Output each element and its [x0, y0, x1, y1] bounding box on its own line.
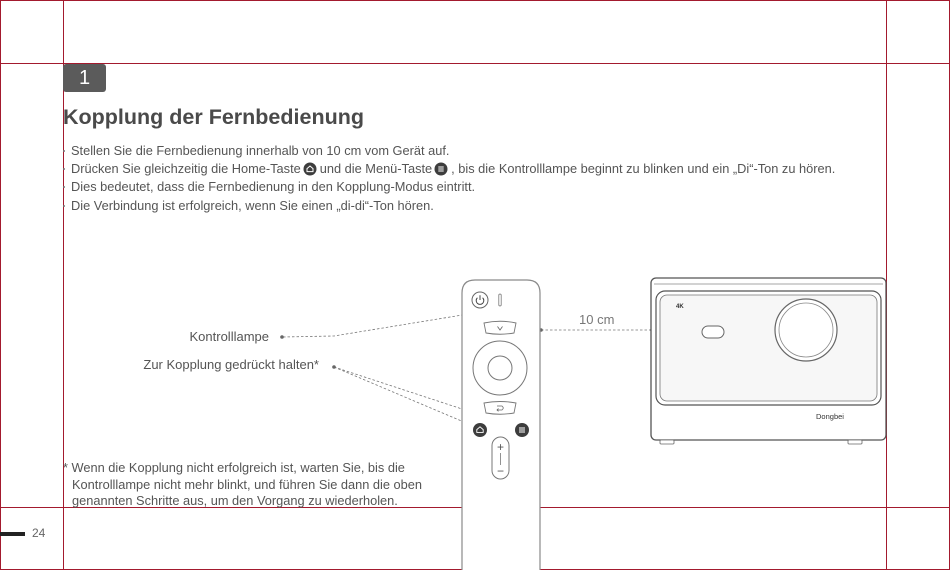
step-number-badge: 1 — [63, 64, 106, 92]
distance-label: 10 cm — [579, 312, 615, 327]
projector — [651, 278, 886, 444]
projector-ir-sensor — [702, 326, 724, 338]
projector-front-panel — [660, 295, 877, 401]
instruction-text: , bis die Kontrolllampe beginnt zu blinken und ein „Di“-Ton zu hören. — [451, 161, 836, 176]
projector-4k-badge: 4K — [676, 304, 684, 310]
ok-button — [488, 356, 512, 380]
projector-foot-right — [848, 440, 862, 444]
indicator-leader-dot — [280, 335, 284, 339]
hold-callout-label: Zur Kopplung gedrückt halten* — [143, 357, 319, 372]
volume-plus-label: + — [496, 440, 505, 454]
indicator-led — [499, 294, 501, 306]
instruction-text: Die Verbindung ist erfolgreich, wenn Sie einen „di-di“-Ton hören. — [71, 198, 434, 213]
page-number: 24 — [32, 526, 46, 540]
hold-leader-line-home — [334, 367, 478, 428]
projector-foot-left — [660, 440, 674, 444]
footnote-line: Kontrolllampe nicht mehr blinkt, und führen Sie dann die oben — [72, 477, 423, 492]
home-button — [473, 423, 487, 437]
up-button — [484, 321, 516, 334]
instruction-text: und die Menü-Taste — [319, 161, 433, 176]
instruction-text: Dies bedeutet, dass die Fernbedienung in den Kopplung-Modus eintritt. — [71, 179, 476, 194]
page-title: Kopplung der Fernbedienung — [63, 105, 364, 129]
projector-brand: Dongbei — [816, 412, 844, 421]
instruction-text: Stellen Sie die Fernbedienung innerhalb von 10 cm vom Gerät auf. — [71, 143, 450, 158]
indicator-callout-label: Kontrolllampe — [189, 329, 269, 344]
volume-minus-label: − — [496, 464, 505, 478]
footnote-line: genannten Schritte aus, um den Vorgang zu wiederholen. — [72, 493, 398, 508]
hold-leader-dot — [332, 365, 336, 369]
back-button — [484, 402, 516, 415]
footnote-line: * Wenn die Kopplung nicht erfolgreich ist, warten Sie, bis die — [63, 460, 405, 475]
remote-control — [462, 280, 540, 570]
page-number-bar — [0, 532, 25, 536]
projector-lens-inner — [779, 303, 833, 357]
instruction-text: Drücken Sie gleichzeitig die Home-Taste — [71, 161, 301, 176]
